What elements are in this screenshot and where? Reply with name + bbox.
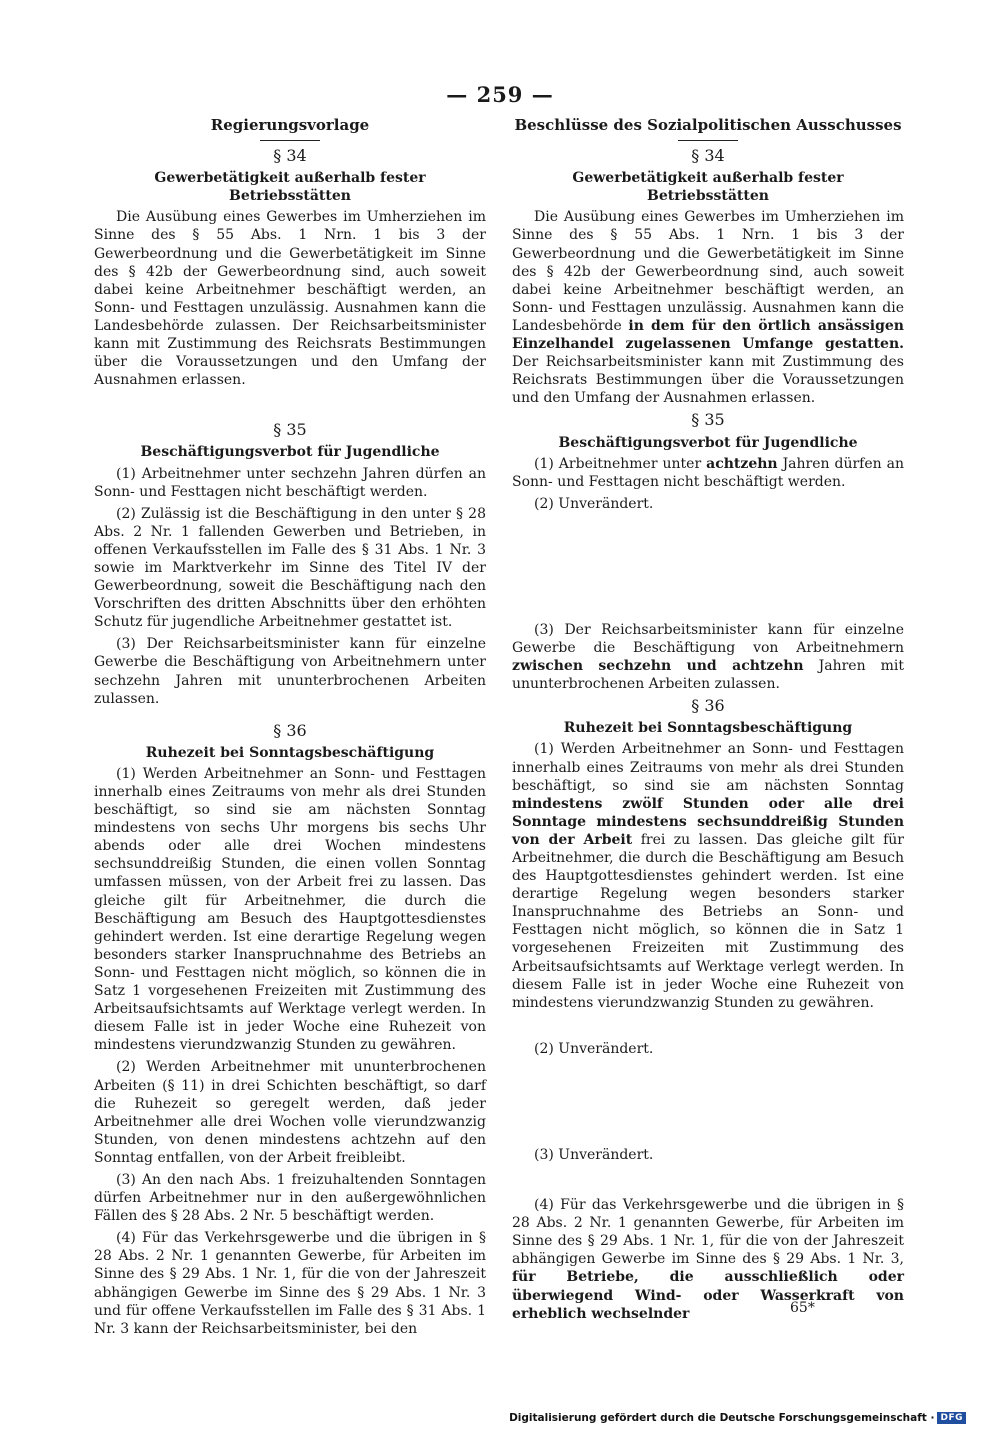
amended-text: zwischen sechzehn und achtzehn [512,658,804,675]
paragraph: (1) Werden Arbeitnehmer an Sonn- und Festtagen innerhalb eines Zeitraums von mehr als drei Stunden beschäftigt, so sind sie am nächsten Sonntag mindestens von sechs Uhr morgens bis sechs Uhr abends oder alle drei Wochen mindestens sechsunddreißig Stunden, die einen vollen Sonntag umfassen müssen, von der Arbeit frei zu lassen. Das gleiche gilt für Arbeitnehmer, die durch die Beschäftigung am Besuch des Hauptgottesdienstes gehindert werden. Ist eine derartige Regelung wegen besonders starker Inanspruchnahme des Betriebs an Sonn- und Festtagen nicht möglich, so können die in Satz 1 vorgesehenen Freizeiten mit Zustimmung des Arbeitsaufsichtsamts auf Werktage verlegt werden. In diesem Falle ist in jeder Woche eine Ruhezeit von mindestens vierundzwanzig Stunden zu gewähren. [94,765,486,1054]
amended-text: achtzehn [706,455,778,472]
paragraph: Die Ausübung eines Gewerbes im Umherziehen im Sinne des § 55 Abs. 1 Nrn. 1 bis 3 der Gewerbeordnung und die Gewerbetätigkeit im Sinne des § 42b der Gewerbeordnung sind, auch soweit dabei keine Arbeitnehmer beschäftigt werden, an Sonn- und Festtagen unzulässig. Ausnahmen kann die Landesbehörde zulassen. Der Reichsarbeitsminister kann mit Zustimmung des Reichsrats Bestimmungen über die Voraussetzungen und den Umfang der Ausnahmen erlassen. [94,209,486,389]
right-column-heading: Beschlüsse des Sozialpolitischen Ausschusses [514,116,902,134]
page-number: — 259 — [446,82,554,107]
paragraph: (1) Arbeitnehmer unter sechzehn Jahren dürfen an Sonn- und Festtagen nicht beschäftigt werden. [94,465,486,500]
paragraph: (4) Für das Verkehrsgewerbe und die übrigen in § 28 Abs. 2 Nr. 1 genannten Gewerbe, für Arbeiten im Sinne des § 29 Abs. 1 Nr. 1, für die von der Jahreszeit abhängigen Gewerbe im Sinne des § 29 Abs. 1 Nr. 3 und für offene Verkaufsstellen im Falle des § 31 Abs. 1 Nr. 3 kann der Reichsarbeitsminister, bei den [94,1230,486,1337]
section-title: Ruhezeit bei Sonntagsbeschäftigung [145,744,435,761]
section-title: Beschäftigungsverbot für Jugendliche [558,434,858,451]
section-title: Gewerbetätigkeit außerhalb fester Betriebsstätten [572,170,844,205]
paragraph: (3) Der Reichsarbeitsminister kann für einzelne Gewerbe die Beschäftigung von Arbeitnehmern unter sechzehn Jahren mit ununterbrochenen Arbeiten zulassen. [94,636,486,707]
paragraph: (3) Unverändert. [534,1146,654,1163]
amended-text: für Betriebe, die ausschließlich oder überwiegend Wind- oder Wasserkraft von erheblich wechselnder [512,1269,904,1322]
left-column [94,116,486,1342]
right-column [512,116,904,1327]
heading-rule [260,140,320,141]
paragraph: (1) Werden Arbeitnehmer an Sonn- und Festtagen innerhalb eines Zeitraums von mehr als drei Stunden beschäftigt, so sind sie am nächsten Sonntag mindestens zwölf Stunden oder alle drei Sonntage mindestens sechsunddreißig Stunden von der Arbeit frei zu lassen. Das gleiche gilt für Arbeitnehmer, die durch die Beschäftigung am Besuch des Hauptgottesdienstes gehindert werden. Ist eine derartige Regelung wegen besonders starker Inanspruchnahme des Betriebs an Sonn- und Festtagen nicht möglich, so können die in Satz 1 vorgesehenen Freizeiten mit Zustimmung des Arbeitsaufsichtsamts auf Werktage verlegt werden. In diesem Falle ist in jeder Woche eine Ruhezeit von mindestens vierundzwanzig Stunden zu gewähren. [512,741,904,1011]
heading-rule [678,140,738,141]
section-title: Ruhezeit bei Sonntagsbeschäftigung [563,720,853,737]
section-number: § 36 [273,720,307,740]
credit-text: Digitalisierung gefördert durch die Deutsche Forschungsgemeinschaft · [509,1412,935,1424]
section-number: § 34 [273,146,307,166]
paragraph: (2) Zulässig ist die Beschäftigung in den unter § 28 Abs. 2 Nr. 1 fallenden Gewerben und Betrieben, in offenen Verkaufsstellen im Falle des § 31 Abs. 1 Nr. 3 sowie im Marktverkehr im Sinne des Titel IV der Gewerbeordnung, soweit die Beschäftigung nach den Vorschriften des dritten Abschnitts über den erhöhten Schutz für jugendliche Arbeitnehmer gestattet ist. [94,505,486,631]
amended-text: mindestens zwölf Stunden oder alle drei Sonntage mindestens sechsunddreißig Stunden von der Arbeit [512,795,904,848]
section-number: § 34 [691,146,725,166]
paragraph: (2) Unverändert. [534,495,654,512]
section-number: § 35 [273,420,307,440]
paragraph: (3) An den nach Abs. 1 freizuhaltenden Sonntagen dürfen Arbeitnehmer nur in den außergewöhnlichen Fällen des § 28 Abs. 2 Nr. 5 beschäftigt werden. [94,1171,486,1225]
paragraph: (2) Unverändert. [534,1040,654,1057]
section-title: Gewerbetätigkeit außerhalb fester Betriebsstätten [154,170,426,205]
section-number: § 35 [691,410,725,430]
paragraph: (3) Der Reichsarbeitsminister kann für einzelne Gewerbe die Beschäftigung von Arbeitnehmern zwischen sechzehn und achtzehn Jahren mit ununterbrochenen Arbeiten zulassen. [512,621,904,693]
section-title: Beschäftigungsverbot für Jugendliche [140,444,440,461]
signature-mark: 65* [790,1300,815,1316]
paragraph: (2) Werden Arbeitnehmer mit ununterbrochenen Arbeiten (§ 11) in drei Schichten beschäftigt, so darf die Ruhezeit so geregelt werden, daß jeder Arbeitnehmer alle drei Wochen volle vierundzwanzig Stunden, von denen mindestens achtzehn auf den Sonntag entfallen, von der Arbeit freibleibt. [94,1059,486,1166]
left-column-heading: Regierungsvorlage [210,116,370,134]
amended-text: in dem für den örtlich ansässigen Einzelhandel zugelassenen Umfange gestatten. [512,317,904,353]
section-number: § 36 [691,696,725,716]
paragraph: (1) Arbeitnehmer unter achtzehn Jahren dürfen an Sonn- und Festtagen nicht beschäftigt werden. [512,455,905,490]
paragraph: (4) Für das Verkehrsgewerbe und die übrigen in § 28 Abs. 2 Nr. 1 genannten Gewerbe, für Arbeiten im Sinne des § 29 Abs. 1 Nr. 1, für die von der Jahreszeit abhängigen Gewerbe im Sinne des § 29 Abs. 1 Nr. 3, für Betriebe, die ausschließlich oder überwiegend Wind- oder Wasserkraft von erheblich wechselnder [512,1197,904,1322]
paragraph: Die Ausübung eines Gewerbes im Umherziehen im Sinne des § 55 Abs. 1 Nrn. 1 bis 3 der Gewerbeordnung und die Gewerbetätigkeit im Sinne des § 42b der Gewerbeordnung sind, auch soweit dabei keine Arbeitnehmer beschäftigt werden, an Sonn- und Festtagen unzulässig. Ausnahmen kann die Landesbehörde in dem für den örtlich ansässigen Einzelhandel zugelassenen Umfange gestatten. Der Reichsarbeitsminister kann mit Zustimmung des Reichsrats Bestimmungen über die Voraussetzungen und den Umfang der Ausnahmen erlassen. [512,209,904,407]
digitization-credit [509,1412,966,1424]
dfg-logo: DFG [937,1412,966,1424]
